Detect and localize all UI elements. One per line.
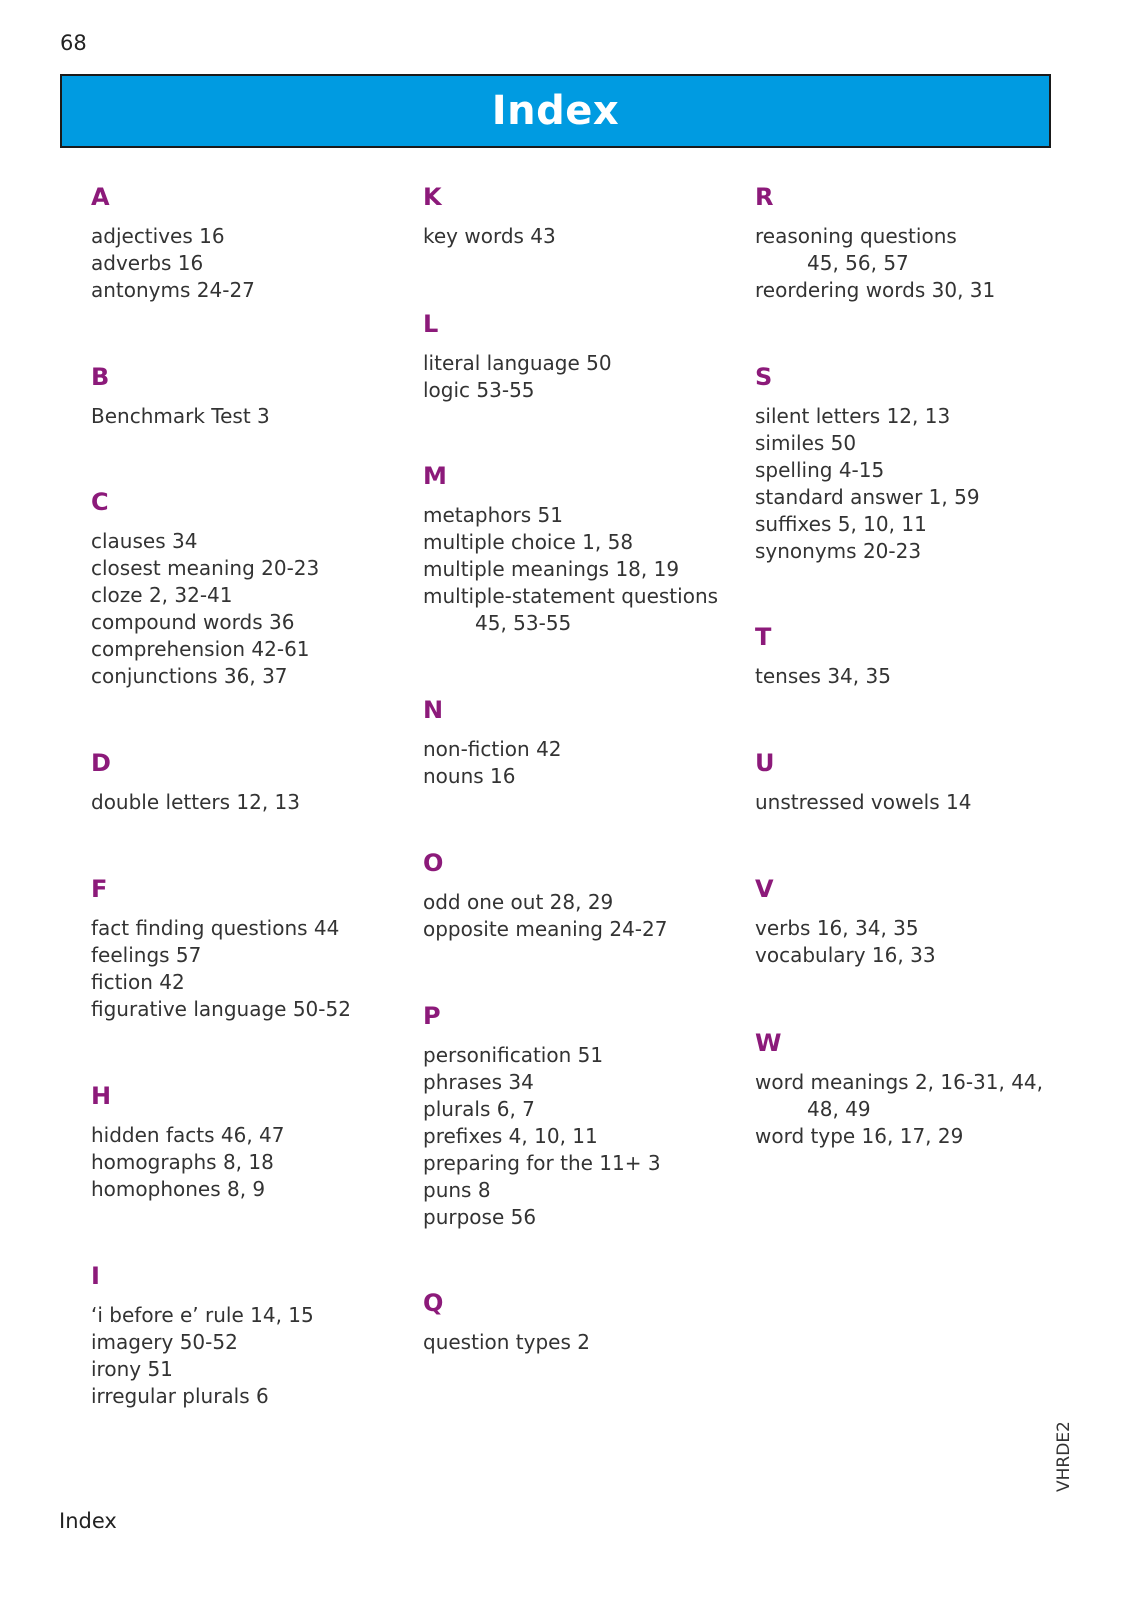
index-entry	[423, 1069, 763, 1096]
index-entry-text: compound words 36	[91, 610, 295, 634]
index-entry	[91, 1149, 431, 1176]
index-entry	[423, 1150, 763, 1177]
index-entry-text: synonyms 20-23	[755, 539, 922, 563]
index-entry-text: purpose 56	[423, 1205, 537, 1229]
index-entry	[91, 403, 431, 430]
index-entry-text: logic 53-55	[423, 378, 535, 402]
index-entry-text: reordering words 30, 31	[755, 278, 996, 302]
index-entry-text: antonyms 24-27	[91, 278, 255, 302]
index-entry-text: conjunctions 36, 37	[91, 664, 288, 688]
index-entry-continuation: 45, 53-55	[475, 611, 572, 635]
index-entry-text: literal language 50	[423, 351, 612, 375]
index-entry-text: clauses 34	[91, 529, 198, 553]
index-section-t	[755, 623, 1095, 690]
index-entry-text: cloze 2, 32-41	[91, 583, 233, 607]
index-entry-list	[423, 889, 763, 943]
index-section-b	[91, 363, 431, 430]
index-entry-list	[91, 403, 431, 430]
index-entry-list	[755, 1069, 1095, 1150]
index-entry	[423, 763, 763, 790]
index-section-u	[755, 749, 1095, 816]
index-entry-list	[91, 223, 431, 304]
index-section-o	[423, 849, 763, 943]
index-entry	[91, 942, 431, 969]
index-entry	[91, 996, 431, 1023]
index-entry-list	[91, 789, 431, 816]
index-entry	[423, 736, 763, 763]
index-entry-text: reasoning questions	[755, 224, 957, 248]
index-entry-text: multiple-statement questions	[423, 584, 719, 608]
index-entry	[91, 789, 431, 816]
index-entry-text: closest meaning 20-23	[91, 556, 320, 580]
index-entry	[755, 430, 1095, 457]
index-entry-list	[91, 915, 431, 1023]
index-entry-list	[423, 350, 763, 404]
index-entry-text: tenses 34, 35	[755, 664, 891, 688]
index-entry-text: opposite meaning 24-27	[423, 917, 668, 941]
index-entry-text: irregular plurals 6	[91, 1384, 269, 1408]
index-entry	[91, 915, 431, 942]
section-letter: P	[423, 1002, 441, 1030]
index-entry-text: multiple meanings 18, 19	[423, 557, 680, 581]
index-entry	[91, 1176, 431, 1203]
index-entry-text: nouns 16	[423, 764, 516, 788]
index-entry-text: Benchmark Test 3	[91, 404, 270, 428]
index-entry-text: homographs 8, 18	[91, 1150, 274, 1174]
section-letter: T	[755, 623, 772, 651]
index-entry	[91, 969, 431, 996]
section-letter: O	[423, 849, 444, 877]
index-section-s	[755, 363, 1095, 565]
page-number: 68	[60, 31, 87, 55]
index-entry	[91, 636, 431, 663]
section-letter: V	[755, 875, 774, 903]
index-entry-text: phrases 34	[423, 1070, 534, 1094]
index-section-l	[423, 310, 763, 404]
index-entry-text: odd one out 28, 29	[423, 890, 614, 914]
index-section-m	[423, 462, 763, 637]
index-entry-text: feelings 57	[91, 943, 202, 967]
index-entry	[755, 1123, 1095, 1150]
index-section-a	[91, 183, 431, 304]
index-entry	[755, 484, 1095, 511]
index-entry	[91, 277, 431, 304]
index-entry	[755, 663, 1095, 690]
index-entry	[755, 511, 1095, 538]
index-section-k	[423, 183, 763, 250]
index-entry	[423, 1177, 763, 1204]
index-entry	[423, 916, 763, 943]
index-section-w	[755, 1029, 1095, 1150]
index-entry	[423, 350, 763, 377]
index-entry	[91, 528, 431, 555]
footer-label: Index	[59, 1509, 117, 1533]
index-entry-text: prefixes 4, 10, 11	[423, 1124, 598, 1148]
index-entry-list	[755, 915, 1095, 969]
index-entry-list	[91, 1302, 431, 1410]
index-entry	[755, 1069, 1095, 1123]
index-entry-text: metaphors 51	[423, 503, 563, 527]
index-entry-list	[423, 223, 763, 250]
index-entry	[423, 223, 763, 250]
index-entry-list	[91, 528, 431, 690]
index-entry-text: non-fiction 42	[423, 737, 562, 761]
index-entry	[755, 277, 1095, 304]
index-entry-text: key words 43	[423, 224, 556, 248]
section-letter: U	[755, 749, 775, 777]
index-entry	[423, 1096, 763, 1123]
index-entry-list	[423, 736, 763, 790]
section-letter: W	[755, 1029, 782, 1057]
side-code: VHRDE2	[1054, 1421, 1074, 1492]
index-entry	[423, 556, 763, 583]
index-entry-text: plurals 6, 7	[423, 1097, 535, 1121]
index-entry	[423, 583, 763, 637]
index-entry-text: fiction 42	[91, 970, 185, 994]
title-banner	[60, 74, 1051, 148]
index-section-i	[91, 1262, 431, 1410]
index-entry	[91, 223, 431, 250]
index-entry-text: multiple choice 1, 58	[423, 530, 634, 554]
index-entry-list	[755, 223, 1095, 304]
index-section-v	[755, 875, 1095, 969]
index-entry-text: personification 51	[423, 1043, 604, 1067]
section-letter: B	[91, 363, 110, 391]
section-letter: Q	[423, 1289, 444, 1317]
index-entry	[423, 502, 763, 529]
section-letter: A	[91, 183, 110, 211]
index-entry	[91, 609, 431, 636]
index-entry-text: word meanings 2, 16-31, 44,	[755, 1070, 1044, 1094]
index-entry	[91, 1302, 431, 1329]
index-entry	[91, 582, 431, 609]
index-entry-list	[91, 1122, 431, 1203]
index-entry-text: standard answer 1, 59	[755, 485, 980, 509]
index-section-c	[91, 488, 431, 690]
index-entry	[423, 529, 763, 556]
index-entry	[423, 1123, 763, 1150]
index-section-d	[91, 749, 431, 816]
index-entry-list	[755, 403, 1095, 565]
section-letter: D	[91, 749, 111, 777]
index-entry	[91, 663, 431, 690]
index-entry	[755, 789, 1095, 816]
index-entry-text: vocabulary 16, 33	[755, 943, 936, 967]
index-entry-text: verbs 16, 34, 35	[755, 916, 919, 940]
index-entry-continuation: 45, 56, 57	[807, 251, 909, 275]
index-entry	[755, 942, 1095, 969]
index-entry-list	[423, 1329, 763, 1356]
index-entry-text: homophones 8, 9	[91, 1177, 266, 1201]
index-entry	[91, 1356, 431, 1383]
index-entry	[91, 1122, 431, 1149]
section-letter: I	[91, 1262, 100, 1290]
section-letter: H	[91, 1082, 112, 1110]
index-entry	[755, 457, 1095, 484]
index-entry-text: unstressed vowels 14	[755, 790, 972, 814]
index-entry	[755, 915, 1095, 942]
index-entry-text: hidden facts 46, 47	[91, 1123, 285, 1147]
page-title: Index	[491, 88, 620, 134]
section-letter: L	[423, 310, 439, 338]
index-section-r	[755, 183, 1095, 304]
index-entry	[755, 538, 1095, 565]
index-section-p	[423, 1002, 763, 1231]
section-letter: F	[91, 875, 108, 903]
index-section-n	[423, 696, 763, 790]
section-letter: R	[755, 183, 774, 211]
section-letter: K	[423, 183, 442, 211]
index-entry-text: irony 51	[91, 1357, 173, 1381]
section-letter: M	[423, 462, 447, 490]
index-entry-text: fact finding questions 44	[91, 916, 340, 940]
index-entry	[755, 403, 1095, 430]
index-entry-text: adjectives 16	[91, 224, 225, 248]
index-entry-list	[423, 502, 763, 637]
index-entry-text: suffixes 5, 10, 11	[755, 512, 927, 536]
index-entry	[423, 1204, 763, 1231]
index-entry-list	[423, 1042, 763, 1231]
section-letter: N	[423, 696, 444, 724]
index-entry	[91, 1329, 431, 1356]
section-letter: C	[91, 488, 109, 516]
index-entry-text: double letters 12, 13	[91, 790, 300, 814]
index-section-h	[91, 1082, 431, 1203]
index-entry-continuation: 48, 49	[807, 1097, 871, 1121]
index-entry-text: ‘i before e’ rule 14, 15	[91, 1303, 314, 1327]
index-entry	[91, 250, 431, 277]
index-entry	[423, 1042, 763, 1069]
index-entry-text: silent letters 12, 13	[755, 404, 951, 428]
index-entry-text: word type 16, 17, 29	[755, 1124, 964, 1148]
index-entry-text: figurative language 50-52	[91, 997, 351, 1021]
index-entry	[423, 1329, 763, 1356]
index-entry	[91, 555, 431, 582]
index-entry-text: comprehension 42-61	[91, 637, 310, 661]
index-entry-text: similes 50	[755, 431, 857, 455]
index-entry-text: imagery 50-52	[91, 1330, 238, 1354]
index-entry	[755, 223, 1095, 277]
index-entry	[423, 889, 763, 916]
index-entry-text: spelling 4-15	[755, 458, 885, 482]
index-entry-list	[755, 663, 1095, 690]
index-entry	[423, 377, 763, 404]
index-entry-text: puns 8	[423, 1178, 491, 1202]
index-entry-list	[755, 789, 1095, 816]
index-entry	[91, 1383, 431, 1410]
index-entry-text: question types 2	[423, 1330, 590, 1354]
index-entry-text: preparing for the 11+ 3	[423, 1151, 661, 1175]
index-section-q	[423, 1289, 763, 1356]
index-section-f	[91, 875, 431, 1023]
section-letter: S	[755, 363, 773, 391]
index-entry-text: adverbs 16	[91, 251, 204, 275]
